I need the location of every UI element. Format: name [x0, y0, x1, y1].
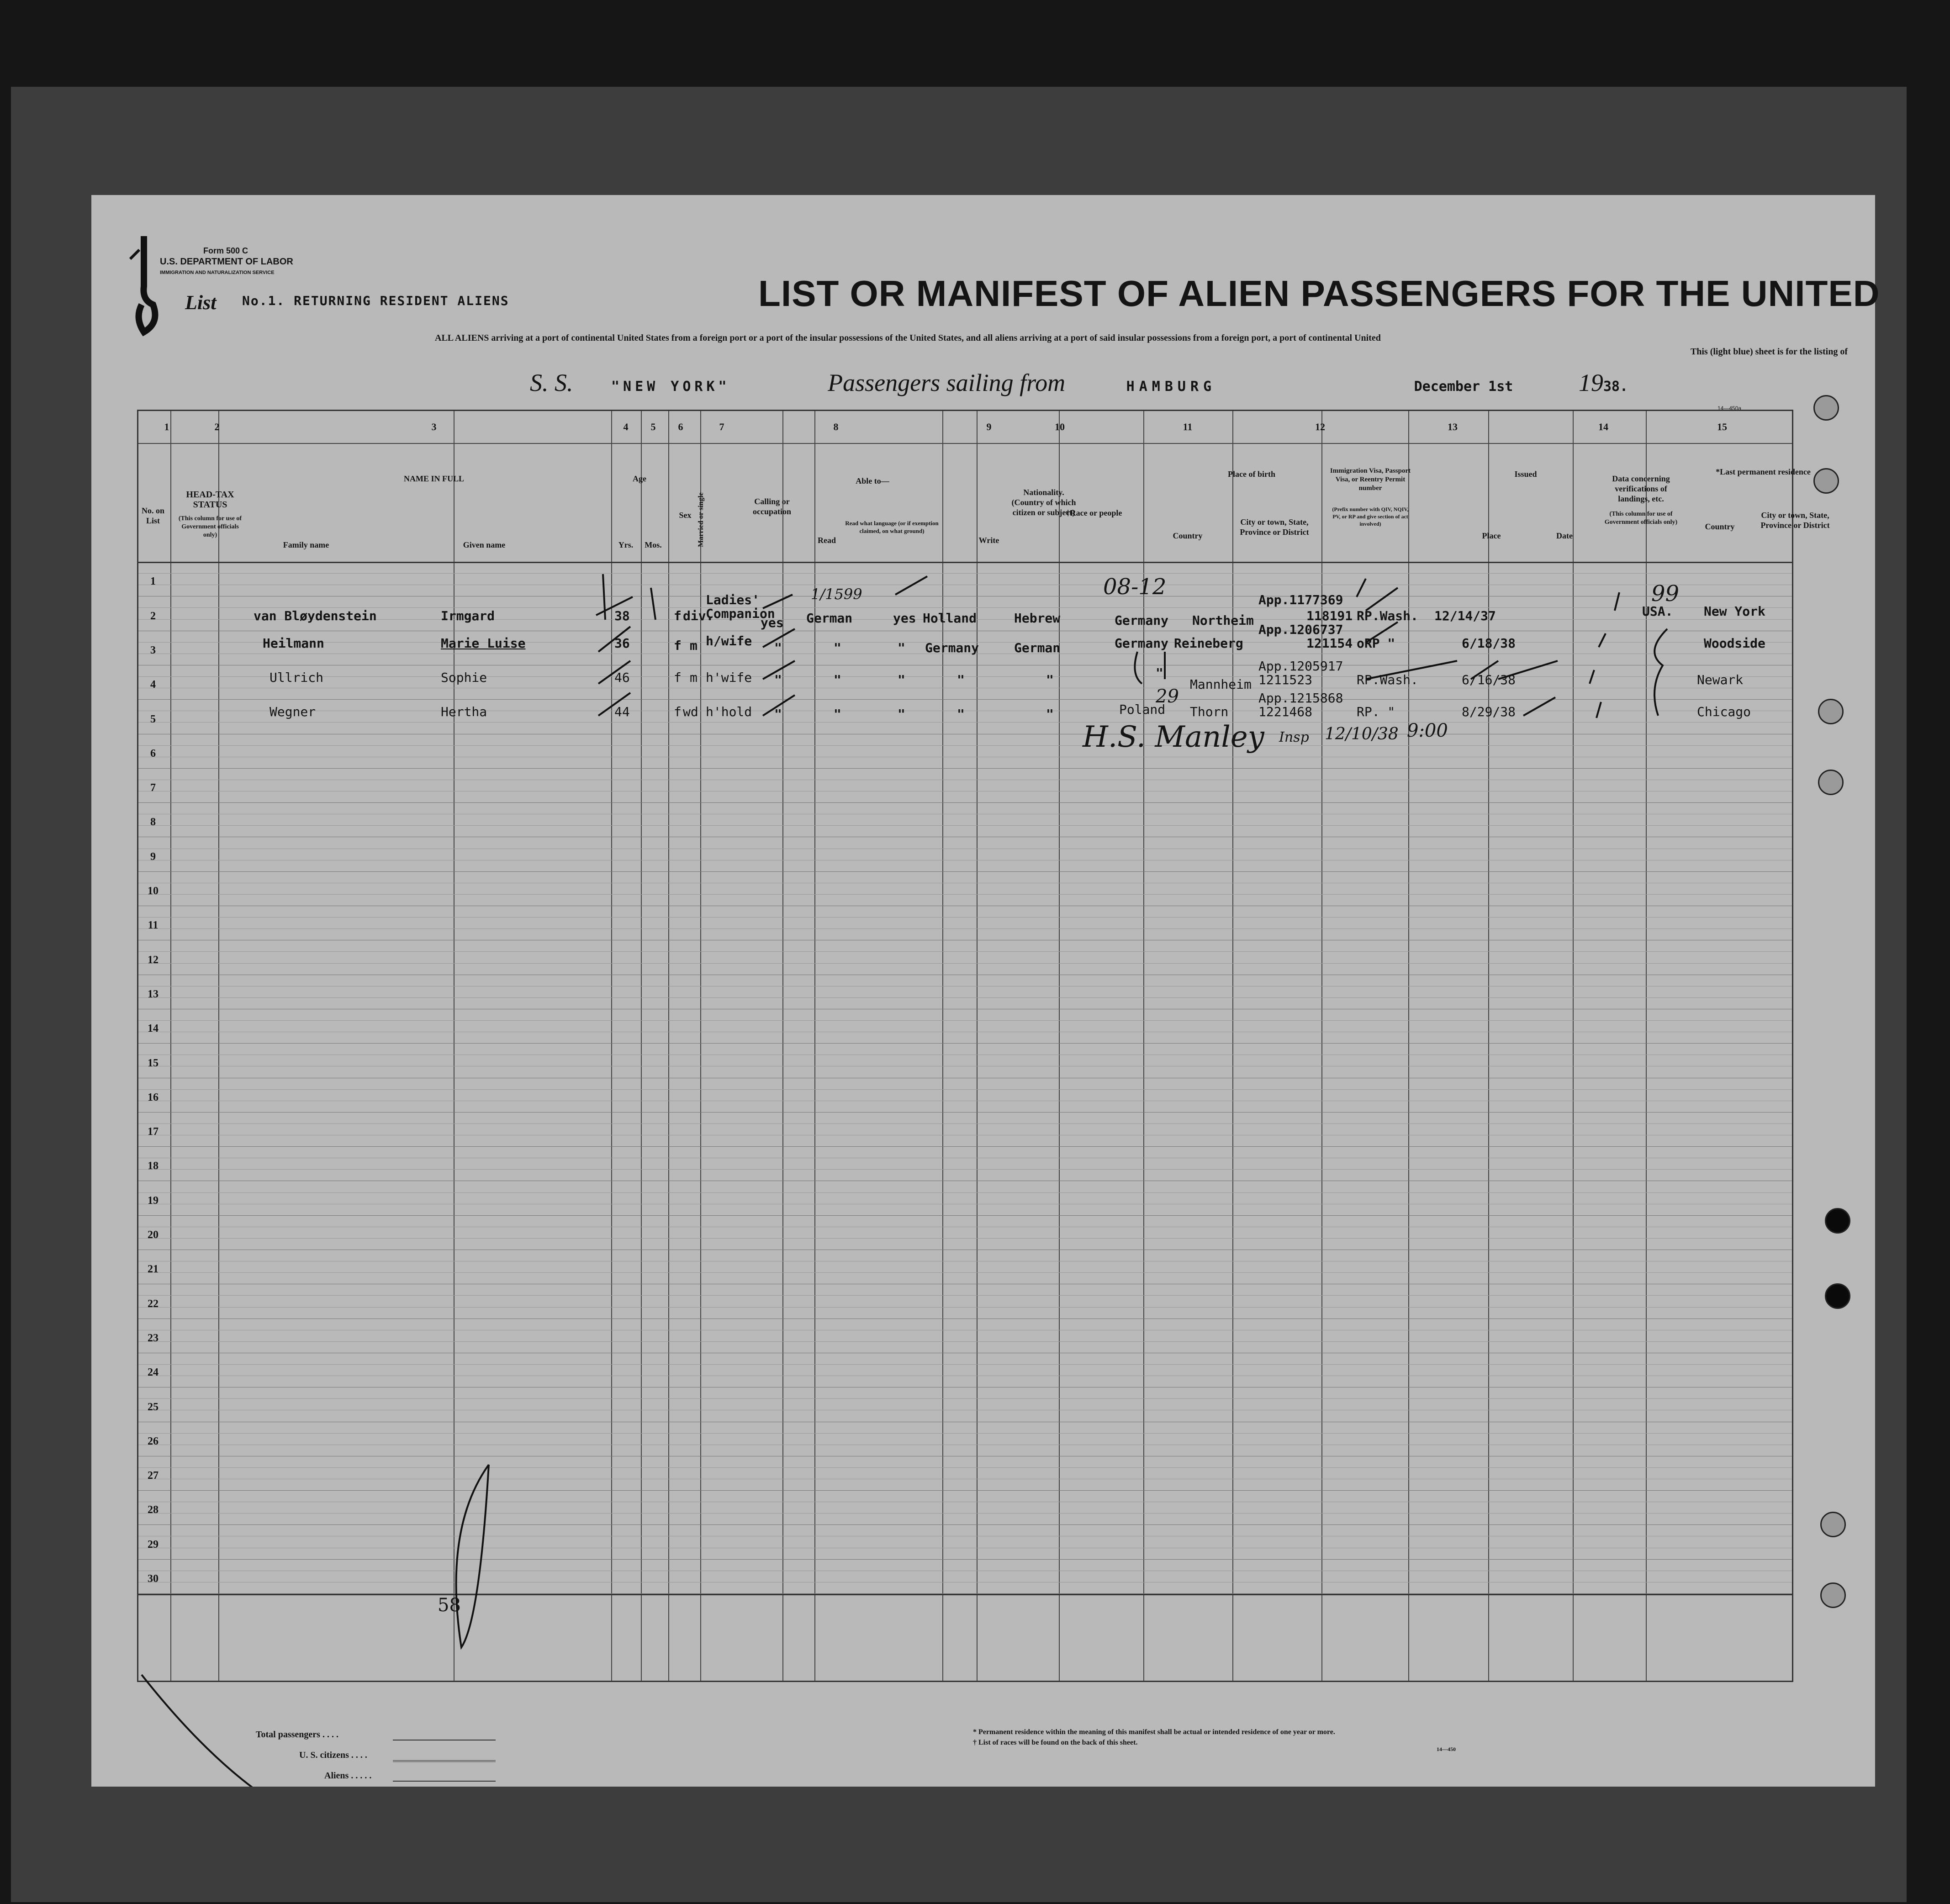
row-1-visa1: App.1177369 — [1258, 592, 1343, 607]
col-header-nationality: Nationality. (Country of which citizen or subject) — [1011, 488, 1076, 517]
row-number: 18 — [148, 1160, 159, 1172]
row-3-lang: " — [834, 672, 841, 687]
col-header-head-tax-note: (This column for use of Government officials only) — [178, 515, 242, 538]
row-1-read: yes — [761, 615, 784, 630]
list-number: No.1. RETURNING RESIDENT ALIENS — [242, 293, 509, 308]
row-2-res-city: Woodside — [1704, 636, 1765, 651]
row-line — [138, 1559, 1792, 1560]
row-number: 16 — [148, 1092, 159, 1103]
row-line — [138, 1490, 1792, 1491]
row-subline — [138, 928, 1792, 929]
row-subline — [138, 573, 1792, 574]
row-number: 4 — [150, 679, 156, 691]
table-bottom — [138, 1594, 1792, 1595]
row-subline — [138, 1307, 1792, 1308]
row-2-sex: f — [674, 638, 682, 653]
row-3-age: 46 — [614, 670, 630, 685]
row-3-read: " — [774, 672, 782, 687]
row-2-write: " — [898, 640, 905, 655]
col-header-verif: Data concerning verifications of landings, etc. — [1612, 474, 1670, 503]
col-num-5: 5 — [650, 421, 656, 432]
subtitle-line-2: This (light blue) sheet is for the listing of — [1690, 347, 1848, 357]
row-line — [138, 768, 1792, 769]
row-2-age: 36 — [614, 636, 630, 651]
col-header-birth: Place of birth — [1228, 469, 1275, 479]
row-subline — [138, 1238, 1792, 1239]
footer-code: 14—450 — [1437, 1746, 1456, 1752]
col-header-able-to: Able to— — [856, 476, 889, 485]
footnote-residence: * Permanent residence within the meaning of this manifest shall be actual or intended residence of one year or more. — [973, 1728, 1335, 1736]
binder-hole — [1820, 1512, 1846, 1537]
departure-port: HAMBURG — [1126, 379, 1216, 395]
col-num-15: 15 — [1717, 421, 1727, 432]
row-1-write: yes — [893, 611, 916, 626]
row-line — [138, 1215, 1792, 1216]
ss-label: S. S. — [530, 369, 573, 396]
row-3-country: " — [1156, 665, 1163, 680]
row-subline — [138, 676, 1792, 677]
row-1-res-country: USA. — [1642, 604, 1673, 619]
col-header-visa: Immigration Visa, Passport Visa, or Reentry Permit number — [1330, 467, 1411, 492]
row-4-lang: " — [834, 707, 841, 722]
signature-date: 12/10/38 — [1325, 725, 1399, 744]
row-4-country: Poland — [1119, 702, 1166, 717]
row-line — [138, 1146, 1792, 1147]
row-subline — [138, 1513, 1792, 1514]
row-subline — [138, 917, 1792, 918]
row-line — [138, 1593, 1792, 1594]
row-subline — [138, 1192, 1792, 1193]
col-num-10: 10 — [1055, 421, 1065, 432]
footer-blank-citizens — [393, 1760, 496, 1762]
row-3-issued: RP.Wash. — [1357, 672, 1418, 687]
header-bottom — [138, 562, 1792, 563]
department: U.S. DEPARTMENT OF LABOR — [160, 257, 293, 267]
col-header-calling: Calling or occupation — [752, 497, 791, 516]
row-3-nationality: " — [957, 672, 965, 687]
row-number: 19 — [148, 1195, 159, 1207]
row-number: 9 — [150, 851, 156, 863]
col-num-4: 4 — [623, 421, 629, 432]
row-4-visa1: 1221468 — [1258, 704, 1313, 719]
row-subline — [138, 963, 1792, 964]
col-header-date: Date — [1556, 531, 1573, 540]
col-num-13: 13 — [1448, 421, 1458, 432]
row-number: 11 — [148, 919, 159, 931]
col-header-issued: Issued — [1514, 469, 1537, 479]
margin-number: 58 — [438, 1595, 461, 1616]
col-header-res-country: Country — [1705, 522, 1735, 531]
row-line — [138, 1043, 1792, 1044]
row-1-age: 38 — [614, 608, 630, 623]
ship-name: "NEW YORK" — [611, 379, 730, 395]
handwritten-code-29: 29 — [1156, 686, 1179, 707]
row-number: 27 — [148, 1470, 159, 1482]
handwritten-code-99: 99 — [1651, 581, 1680, 607]
row-1-nationality: Holland — [923, 611, 977, 626]
footer-aliens: Aliens . . . . . — [324, 1771, 372, 1781]
row-4-marital: wd — [683, 704, 698, 719]
row-number: 5 — [150, 713, 156, 725]
row-4-race: " — [1046, 707, 1054, 722]
row-subline — [138, 1467, 1792, 1468]
year: 38. — [1603, 379, 1628, 395]
row-number: 17 — [148, 1126, 159, 1138]
row-number: 21 — [148, 1263, 159, 1275]
row-4-issued: RP. " — [1357, 704, 1395, 719]
row-3-given: Sophie — [441, 670, 487, 685]
row-subline — [138, 894, 1792, 895]
form-number: Form 500 C — [203, 246, 248, 255]
inspector-signature: H.S. Manley — [1083, 720, 1264, 754]
row-4-family: Wegner — [270, 704, 316, 719]
row-number: 20 — [148, 1229, 159, 1241]
row-2-marital: m — [690, 638, 698, 653]
col-header-name: NAME IN FULL — [403, 474, 464, 483]
page-title: LIST OR MANIFEST OF ALIEN PASSENGERS FOR THE UNITED — [758, 273, 1880, 314]
row-4-res-city: Chicago — [1697, 704, 1751, 719]
row-3-race: " — [1046, 672, 1054, 687]
subtitle — [435, 331, 1848, 359]
binder-hole — [1813, 395, 1839, 421]
manifest-table — [137, 410, 1793, 1682]
row-1-issued: RP.Wash. — [1357, 608, 1418, 623]
row-subline — [138, 745, 1792, 746]
col-header-head-tax: HEAD-TAX STATUS — [186, 490, 234, 510]
col-header-last-res: *Last permanent residence — [1716, 467, 1811, 476]
col-header-given: Given name — [463, 540, 506, 549]
row-3-occ: h'wife — [706, 670, 752, 685]
col-header-read-lang: Read what language (or if exemption claimed, on what ground) — [845, 520, 939, 534]
row-subline — [138, 825, 1792, 826]
col-header-verif-note: (This column for use of Government officials only) — [1604, 511, 1678, 526]
header-divider — [138, 443, 1792, 444]
row-4-given: Hertha — [441, 704, 487, 719]
row-line — [138, 802, 1792, 803]
handwritten-read-code: 1/1599 — [811, 585, 862, 603]
row-number: 25 — [148, 1401, 159, 1413]
manifest-sheet — [91, 195, 1880, 1787]
col-header-place: Place — [1482, 531, 1501, 540]
row-2-race: German — [1014, 640, 1061, 655]
col-num-14: 14 — [1598, 421, 1608, 432]
footnote-races: † List of races will be found on the back of this sheet. — [973, 1739, 1138, 1746]
row-1-visa2: 118191 — [1306, 608, 1353, 623]
row-1-occ2: Companion — [706, 606, 775, 621]
row-2-issued: oRP " — [1357, 636, 1395, 651]
row-1-city: Northeim — [1192, 613, 1254, 628]
footer-blank-aliens — [393, 1781, 496, 1782]
row-subline — [138, 607, 1792, 608]
corner-code: 14—450a — [1717, 405, 1742, 411]
row-2-date: 6/18/38 — [1462, 636, 1516, 651]
col-header-sex: Sex — [679, 511, 692, 520]
col-header-write: Write — [978, 536, 999, 545]
binder-hole — [1820, 1582, 1846, 1608]
row-subline — [138, 1295, 1792, 1296]
row-number: 14 — [148, 1023, 159, 1034]
row-3-visa1: 1211523 — [1258, 672, 1313, 687]
col-header-no: No. on List — [141, 506, 164, 525]
row-number: 8 — [150, 816, 156, 828]
row-1-sex: f — [674, 608, 682, 623]
row-line — [138, 699, 1792, 700]
col-header-visa-note: (Prefix number with QIV, NQIV, PV, or RP and give section of act involved) — [1332, 506, 1409, 527]
service: IMMIGRATION AND NATURALIZATION SERVICE — [160, 270, 275, 275]
row-2-city: Reineberg — [1174, 636, 1243, 651]
col-header-country: Country — [1173, 531, 1203, 540]
row-2-nationality: Germany — [925, 640, 979, 655]
row-4-visa0: App.1215868 — [1258, 691, 1343, 706]
binder-hole — [1818, 770, 1844, 795]
row-number: 30 — [148, 1573, 159, 1585]
row-subline — [138, 1433, 1792, 1434]
row-4-occ: h'hold — [706, 704, 752, 719]
row-subline — [138, 1169, 1792, 1170]
row-number: 26 — [148, 1435, 159, 1447]
row-subline — [138, 1089, 1792, 1090]
row-1-race: Hebrew — [1014, 611, 1061, 626]
binder-hole — [1825, 1208, 1850, 1234]
col-header-race: †Race or people — [1066, 508, 1122, 517]
col-num-2: 2 — [214, 421, 220, 432]
signature-time: 9:00 — [1407, 720, 1448, 741]
col-num-1: 1 — [164, 421, 169, 432]
col-num-6: 6 — [678, 421, 683, 432]
row-3-write: " — [898, 672, 905, 687]
row-subline — [138, 1123, 1792, 1124]
voyage-line — [530, 369, 1628, 397]
row-number: 6 — [150, 748, 156, 759]
sailing-label: Passengers sailing from — [828, 369, 1066, 396]
row-4-age: 44 — [614, 704, 630, 719]
col-header-family: Family name — [283, 540, 329, 549]
row-3-family: Ullrich — [270, 670, 324, 685]
row-3-visa0: App.1205917 — [1258, 659, 1343, 674]
row-number: 23 — [148, 1332, 159, 1344]
row-1-country: Germany — [1115, 613, 1169, 628]
list-label: List — [185, 291, 217, 314]
row-number: 13 — [148, 988, 159, 1000]
row-1-date: 12/14/37 — [1434, 608, 1496, 623]
row-4-date: 8/29/38 — [1462, 704, 1516, 719]
row-2-country: Germany — [1115, 636, 1169, 651]
year-prefix: 19 — [1578, 369, 1603, 396]
row-3-sex: f — [674, 670, 682, 685]
row-3-marital: m — [690, 670, 698, 685]
row-subline — [138, 1272, 1792, 1273]
row-4-write: " — [898, 707, 905, 722]
row-number: 3 — [150, 644, 156, 656]
row-subline — [138, 1398, 1792, 1399]
row-number: 2 — [150, 610, 156, 622]
form-header — [160, 245, 293, 278]
row-2-visa1: 121154 — [1306, 636, 1353, 651]
row-4-sex: f — [674, 704, 682, 719]
row-3-city: Mannheim — [1190, 677, 1252, 692]
row-2-given: Marie Luise — [441, 636, 526, 651]
row-1-res-city: New York — [1704, 604, 1765, 619]
row-subline — [138, 997, 1792, 998]
binder-hole — [1825, 1283, 1850, 1309]
row-line — [138, 871, 1792, 872]
footer-us-citizens: U. S. citizens . . . . — [299, 1750, 367, 1760]
sailing-date: December 1st — [1414, 379, 1513, 395]
row-2-family: Heilmann — [263, 636, 324, 651]
row-subline — [138, 1341, 1792, 1342]
row-2-occ: h/wife — [706, 633, 752, 649]
col-header-mos: Mos. — [645, 540, 662, 549]
col-header-married: Married or single — [697, 492, 705, 547]
row-number: 24 — [148, 1366, 159, 1378]
col-header-city: City or town, State, Province or District — [1240, 517, 1309, 537]
handwritten-code-08-12: 08-12 — [1103, 574, 1167, 600]
row-3-res-city: Newark — [1697, 672, 1744, 687]
row-number: 10 — [148, 885, 159, 897]
row-3-date: 6/16/38 — [1462, 672, 1516, 687]
row-4-nationality: " — [957, 707, 965, 722]
row-number: 7 — [150, 782, 156, 794]
col-num-8: 8 — [833, 421, 839, 432]
col-num-9: 9 — [986, 421, 992, 432]
row-number: 22 — [148, 1298, 159, 1310]
row-1-marital: div. — [683, 608, 714, 623]
row-number: 15 — [148, 1057, 159, 1069]
col-num-3: 3 — [431, 421, 437, 432]
col-header-yrs: Yrs. — [618, 540, 634, 549]
row-number: 28 — [148, 1504, 159, 1516]
row-1-family: van Bløydenstein — [254, 608, 377, 623]
footer-total-passengers: Total passengers . . . . — [256, 1730, 338, 1740]
row-number: 12 — [148, 954, 159, 966]
subtitle-line-1: ALL ALIENS arriving at a port of continental United States from a foreign port or a port of the insular possessions of the United States, and all aliens arriving at a port of said insular possessions from a foreign port, a port of continental United — [435, 333, 1381, 343]
row-2-lang: " — [834, 640, 841, 655]
signature-title: Insp — [1279, 729, 1309, 745]
binder-hole — [1818, 699, 1844, 724]
binder-hole — [1813, 468, 1839, 494]
row-subline — [138, 1364, 1792, 1365]
col-header-res-city: City or town, State, Province or District — [1760, 511, 1830, 530]
row-4-read: " — [774, 707, 782, 722]
row-1-occ1: Ladies' — [706, 592, 760, 607]
row-2-read: " — [774, 640, 782, 655]
row-number: 29 — [148, 1539, 159, 1551]
tab-mark-icon — [126, 232, 167, 337]
row-2-visa0: App.1206737 — [1258, 622, 1343, 637]
col-num-11: 11 — [1183, 421, 1193, 432]
col-header-read: Read — [818, 536, 836, 545]
row-4-city: Thorn — [1190, 704, 1229, 719]
row-1-lang: German — [806, 611, 853, 626]
row-number: 1 — [150, 575, 156, 587]
row-1-given: Irmgard — [441, 608, 495, 623]
row-line — [138, 1524, 1792, 1525]
col-header-age: Age — [633, 474, 646, 483]
row-subline — [138, 1020, 1792, 1021]
col-num-7: 7 — [719, 421, 724, 432]
row-subline — [138, 951, 1792, 952]
row-line — [138, 1112, 1792, 1113]
row-subline — [138, 722, 1792, 723]
col-num-12: 12 — [1315, 421, 1325, 432]
